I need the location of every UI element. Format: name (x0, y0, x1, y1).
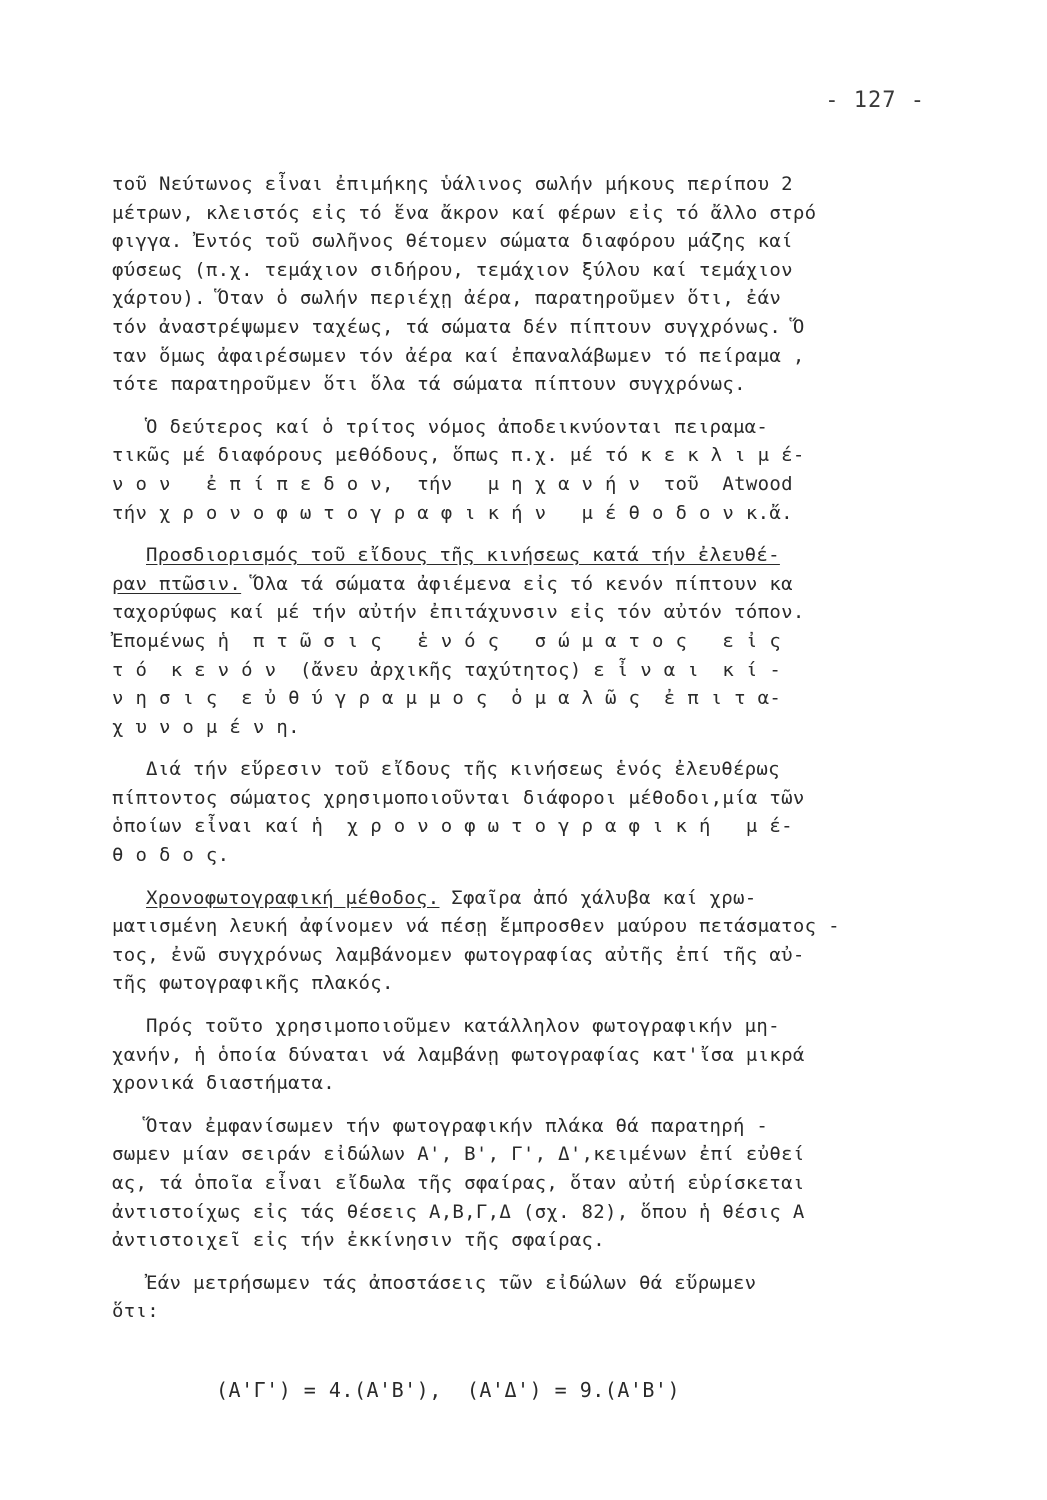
section-heading: Προσδιορισμός τοῦ εἴδους τῆς κινήσεως κατά τήν ἐλευθέ- (146, 544, 780, 567)
text-line-content: Σφαῖρα ἀπό χάλυβα καί χρω- (439, 886, 757, 909)
text-line: τόν ἀναστρέψωμεν ταχέως, τά σώματα δέν πίπτουν συγχρόνως. Ὅ (112, 315, 805, 338)
text-line-content: Πρός τοῦτο χρησιμοποιοῦμεν κατάλληλον φωτογραφικήν μη- (146, 1015, 780, 1038)
section-heading-continuation: ραν πτῶσιν. (112, 572, 242, 595)
text-line: τῆς φωτογραφικῆς πλακός. (112, 972, 394, 995)
text-line: τικῶς μέ διαφόρους μεθόδους, ὅπως π.χ. μέ τό κ ε κ λ ι μ έ- (112, 444, 805, 467)
paragraph-methods (112, 755, 932, 869)
text-line: ἀντιστοιχεῖ εἰς τήν ἐκκίνησιν τῆς σφαίρας. (112, 1229, 606, 1252)
text-line (112, 1269, 932, 1298)
text-line: ὅτι: (112, 1300, 159, 1323)
text-line: ν ο ν ἐ π ί π ε δ ο ν, τήν μ η χ α ν ή ν τοῦ Atwood (112, 472, 793, 495)
text-line: φύσεως (π.χ. τεμάχιον σιδήρου, τεμάχιον ξύλου καί τεμάχιον (112, 258, 793, 281)
paragraph-second-third-law (112, 413, 932, 527)
text-line: χρονικά διαστήματα. (112, 1072, 336, 1095)
text-line: ν η σ ι ς ε ὐ θ ύ γ ρ α μ μ ο ς ὁ μ α λ ῶ ς ἐ π ι τ α- (112, 687, 782, 710)
body-text (112, 170, 932, 1340)
text-line (112, 1112, 932, 1141)
text-line: τότε παρατηροῦμεν ὅτι ὅλα τά σώματα πίπτουν συγχρόνως. (112, 373, 746, 396)
text-line-content: Ὁ δεύτερος καί ὁ τρίτος νόμος ἀποδεικνύονται πειραμα- (146, 415, 769, 438)
text-line: ματισμένη λευκή ἀφίνομεν νά πέσῃ ἔμπροσθεν μαύρου πετάσματος - (112, 915, 840, 938)
text-line: ταχορύφως καί μέ τήν αὐτήν ἐπιτάχυνσιν εἰς τόν αὐτόν τόπον. (112, 601, 805, 624)
text-line: χ υ ν ο μ έ ν η. (112, 715, 300, 738)
text-line: τ ό κ ε ν ό ν (ἄνευ ἀρχικῆς ταχύτητος) ε ἶ ν α ι κ ί - (112, 658, 782, 681)
text-line: πίπτοντος σώματος χρησιμοποιοῦνται διάφοροι μέθοδοι,μία τῶν (112, 786, 805, 809)
paragraph-camera (112, 1012, 932, 1098)
paragraph-free-fall (112, 541, 932, 741)
text-line: ἀντιστοίχως εἰς τάς θέσεις Α,Β,Γ,Δ (σχ. 82), ὅπου ἡ θέσις Α (112, 1200, 805, 1223)
text-line (112, 413, 932, 442)
text-line: χανήν, ἡ ὁποία δύναται νά λαμβάνῃ φωτογραφίας κατ'ἴσα μικρά (112, 1043, 805, 1066)
text-line (112, 755, 932, 784)
text-line: τοῦ Νεύτωνος εἶναι ἐπιμήκης ὑάλινος σωλήν μήκους περίπου 2 (112, 173, 793, 195)
text-line: τος, ἐνῶ συγχρόνως λαμβάνομεν φωτογραφίας αὐτῆς ἐπί τῆς αὐ- (112, 943, 805, 966)
text-line (112, 541, 932, 570)
text-line: σωμεν μίαν σειράν εἰδώλων Α', Β', Γ', Δ',κειμένων ἐπί εὐθεί (112, 1143, 805, 1166)
paragraph-chronophotographic (112, 884, 932, 998)
text-line: μέτρων, κλειστός εἰς τό ἕνα ἄκρον καί φέρων εἰς τό ἄλλο στρό (112, 201, 817, 224)
text-line (112, 570, 932, 599)
text-line-content: Ἐάν μετρήσωμεν τάς ἀποστάσεις τῶν εἰδώλων θά εὕρωμεν (146, 1271, 757, 1294)
text-line (112, 884, 932, 913)
text-line: ταν ὅμως ἀφαιρέσωμεν τόν ἀέρα καί ἐπαναλάβωμεν τό πείραμα , (112, 344, 805, 367)
paragraph-measure (112, 1269, 932, 1326)
text-line: ὁποίων εἶναι καί ἡ χ ρ ο ν ο φ ω τ ο γ ρ α φ ι κ ή μ έ- (112, 815, 793, 838)
text-line-content: Διά τήν εὕρεσιν τοῦ εἴδους τῆς κινήσεως ἑνός ἐλευθέρως (146, 758, 780, 781)
text-line: τήν χ ρ ο ν ο φ ω τ ο γ ρ α φ ι κ ή ν μ έ θ ο δ ο ν κ.ἄ. (112, 501, 793, 524)
text-line-content: Ὅλα τά σώματα ἀφιέμενα εἰς τό κενόν πίπτουν κα (241, 572, 793, 595)
text-line: φιγγα. Ἐντός τοῦ σωλῆνος θέτομεν σώματα διαφόρου μάζης καί (112, 230, 793, 253)
text-line: θ ο δ ο ς. (112, 844, 230, 867)
distance-equation: (Α'Γ') = 4.(Α'Β'), (Α'Δ') = 9.(Α'Β') (216, 1378, 681, 1402)
text-line: χάρτου). Ὅταν ὁ σωλήν περιέχῃ ἀέρα, παρατηροῦμεν ὅτι, ἐάν (112, 287, 782, 310)
text-line (112, 1012, 932, 1041)
text-line-content: Ὅταν ἐμφανίσωμεν τήν φωτογραφικήν πλάκα θά παρατηρή - (146, 1114, 769, 1137)
paragraph-newton-tube (112, 170, 932, 399)
page-number: - 127 - (825, 88, 925, 113)
section-heading: Χρονοφωτογραφική μέθοδος. (146, 886, 440, 909)
paragraph-images (112, 1112, 932, 1255)
text-line: ας, τά ὁποῖα εἶναι εἴδωλα τῆς σφαίρας, ὅταν αὐτή εὑρίσκεται (112, 1172, 805, 1194)
text-line: Ἐπομένως ἡ π τ ῶ σ ι ς ἑ ν ό ς σ ώ μ α τ ο ς ε ἰ ς (112, 629, 782, 652)
